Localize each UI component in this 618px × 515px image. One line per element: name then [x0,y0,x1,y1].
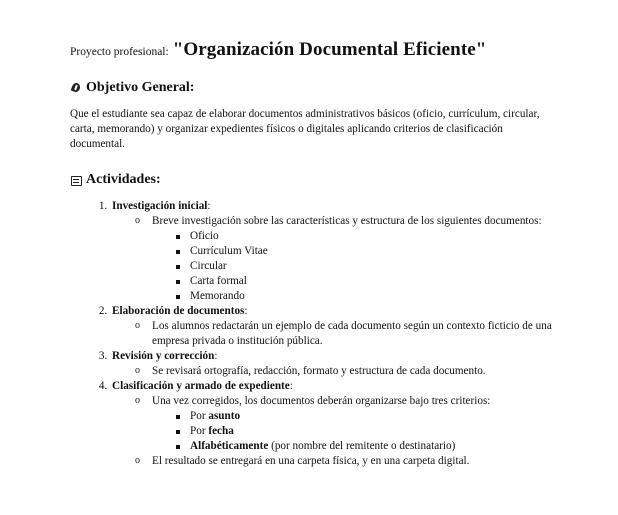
criterion: Por asunto [172,409,562,424]
document-types-list [152,229,562,304]
criteria-list [152,409,562,454]
objective-heading [70,80,560,95]
activity-item: 1. Investigación inicial: o Breve investigación sobre las características y estructura de los siguientes documentos: Oficio Currículum Vitae Circular Carta formal Memorando [110,199,560,304]
activity-sublist [112,319,560,349]
document-type: Carta formal [172,274,562,289]
document-page [70,39,560,469]
project-title [70,39,560,70]
document-type: Oficio [172,229,562,244]
activity-title: Clasificación y armado de expediente [112,380,290,392]
criterion: Por fecha [172,424,562,439]
activity-title: Investigación inicial [112,200,208,212]
activities-heading-text: Actividades: [86,172,161,187]
activity-subitem: o Breve investigación sobre las características y estructura de los siguientes documentos: Oficio Currículum Vitae Circular Carta formal Memorando [132,214,562,304]
activity-subitem: o Una vez corregidos, los documentos deberán organizarse bajo tres criterios: Por asunto Por fecha Alfabéticamente (por nombre del remitente o destinatario) [132,394,562,454]
activities-heading [70,172,560,187]
activity-sublist [112,214,560,304]
activity-item: 4. Clasificación y armado de expediente: o Una vez corregidos, los documentos deberán organizarse bajo tres criterios: Por asunto Por fecha Alfabéticamente (por nombre del remitente o destinatario) o El resultado se entregará en una carpeta física, y en una carpeta digital. [110,379,560,469]
pen-icon [70,82,82,94]
objective-heading-text: Objetivo General: [86,80,195,95]
criterion: Alfabéticamente (por nombre del remitente o destinatario) [172,439,562,454]
document-type: Currículum Vitae [172,244,562,259]
document-type: Memorando [172,289,562,304]
activity-sublist [112,364,560,379]
activity-subitem: o El resultado se entregará en una carpeta física, y en una carpeta digital. [132,454,562,469]
document-type: Circular [172,259,562,274]
objective-text: Que el estudiante sea capaz de elaborar documentos administrativos básicos (oficio, currículum, circular, carta, memorando) y organizar expedientes físicos o digitales aplicando criterios de clasificación documental. [70,108,540,150]
activity-title: Elaboración de documentos [112,305,245,317]
title-prefix: Proyecto profesional: [70,46,169,58]
activity-item: 2. Elaboración de documentos: o Los alumnos redactarán un ejemplo de cada documento según un contexto ficticio de una empresa privada o institución pública. [110,304,560,349]
activity-item: 3. Revisión y corrección: o Se revisará ortografía, redacción, formato y estructura de cada documento. [110,349,560,379]
memo-icon [70,174,82,186]
activities-list [70,199,560,469]
title-main: "Organización Documental Eficiente" [172,39,487,60]
activity-sublist [112,394,560,469]
activity-title: Revisión y corrección [112,350,215,362]
activity-subitem: o Se revisará ortografía, redacción, formato y estructura de cada documento. [132,364,562,379]
activity-subitem: o Los alumnos redactarán un ejemplo de cada documento según un contexto ficticio de una empresa privada o institución pública. [132,319,562,349]
